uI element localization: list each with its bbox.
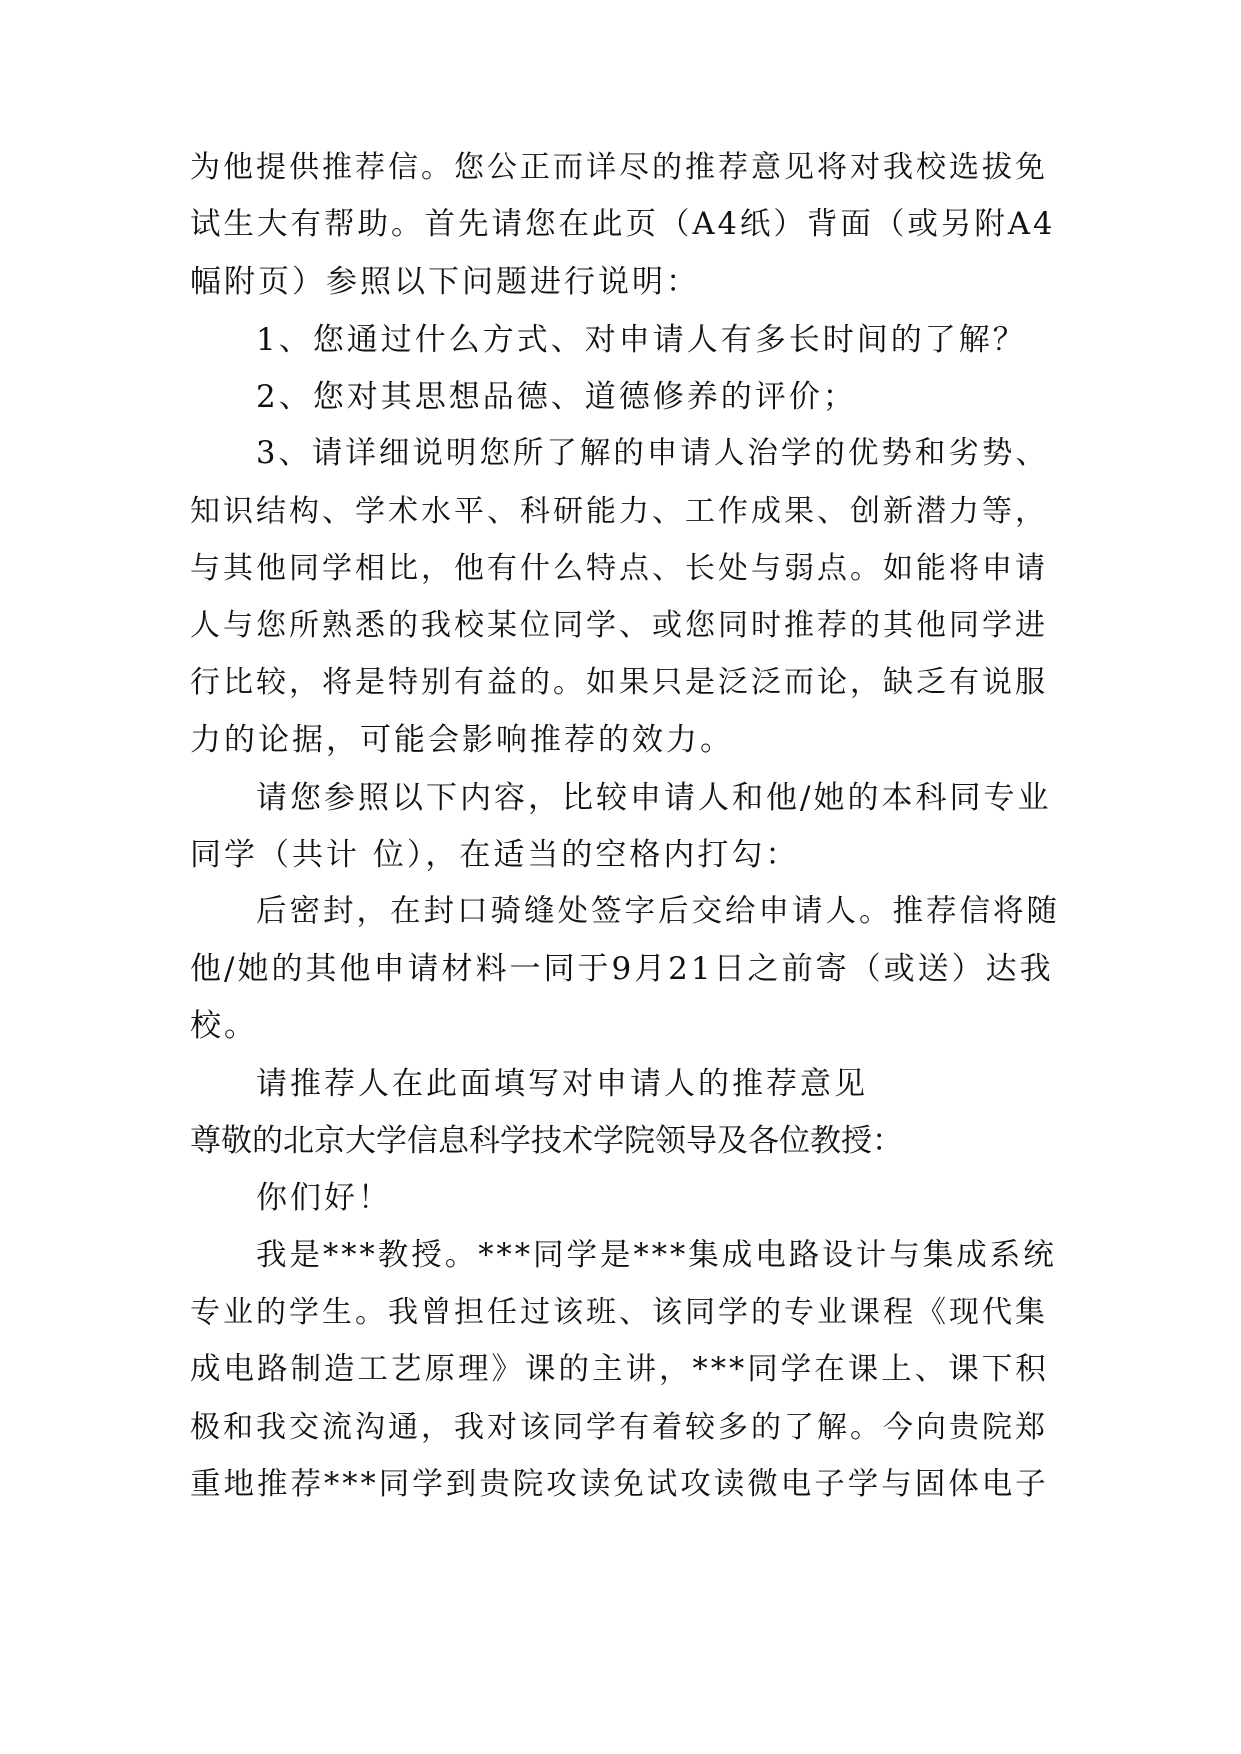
text-line: 校。 — [190, 1008, 258, 1044]
text-line: 极和我交流沟通，我对该同学有着较多的了解。今向贵院郑 — [190, 1410, 1048, 1445]
text-line: 他/她的其他申请材料一同于9月21日之前寄（或送）达我 — [190, 951, 1054, 987]
text-line: 行比较，将是特别有益的。如果只是泛泛而论，缺乏有说服 — [190, 665, 1048, 700]
greeting: 你们好！ — [256, 1180, 392, 1216]
text-line: 我是***教授。***同学是***集成电路设计与集成系统 — [256, 1238, 1057, 1273]
text-line: 2、您对其思想品德、道德修养的评价； — [256, 379, 857, 415]
text-line: 幅附页）参照以下问题进行说明： — [190, 264, 700, 300]
text-line: 专业的学生。我曾担任过该班、该同学的专业课程《现代集 — [190, 1295, 1048, 1330]
salutation: 尊敬的北京大学信息科学技术学院领导及各位教授： — [190, 1123, 903, 1159]
text-line: 后密封，在封口骑缝处签字后交给申请人。推荐信将随 — [256, 894, 1060, 929]
text-line: 1、您通过什么方式、对申请人有多长时间的了解？ — [256, 322, 1027, 358]
text-line: 为他提供推荐信。您公正而详尽的推荐意见将对我校选拔免 — [190, 150, 1048, 185]
text-line: 力的论据，可能会影响推荐的效力。 — [190, 722, 734, 758]
text-line: 请您参照以下内容，比较申请人和他/她的本科同专业 — [256, 780, 1052, 816]
text-line: 试生大有帮助。首先请您在此页（A4纸）背面（或另附A4 — [190, 207, 1056, 242]
text-line: 重地推荐***同学到贵院攻读免试攻读微电子学与固体电子 — [190, 1467, 1049, 1502]
text-line: 3、请详细说明您所了解的申请人治学的优势和劣势、 — [256, 436, 1049, 471]
text-line: 成电路制造工艺原理》课的主讲，***同学在课上、课下积 — [190, 1352, 1049, 1387]
text-line: 知识结构、学术水平、科研能力、工作成果、创新潜力等， — [190, 494, 1048, 529]
text-line: 同学（共计 位），在适当的空格内打勾： — [190, 837, 800, 873]
section-heading: 请推荐人在此面填写对申请人的推荐意见 — [256, 1066, 868, 1102]
text-line: 与其他同学相比，他有什么特点、长处与弱点。如能将申请 — [190, 551, 1048, 586]
text-line: 人与您所熟悉的我校某位同学、或您同时推荐的其他同学进 — [190, 608, 1048, 643]
